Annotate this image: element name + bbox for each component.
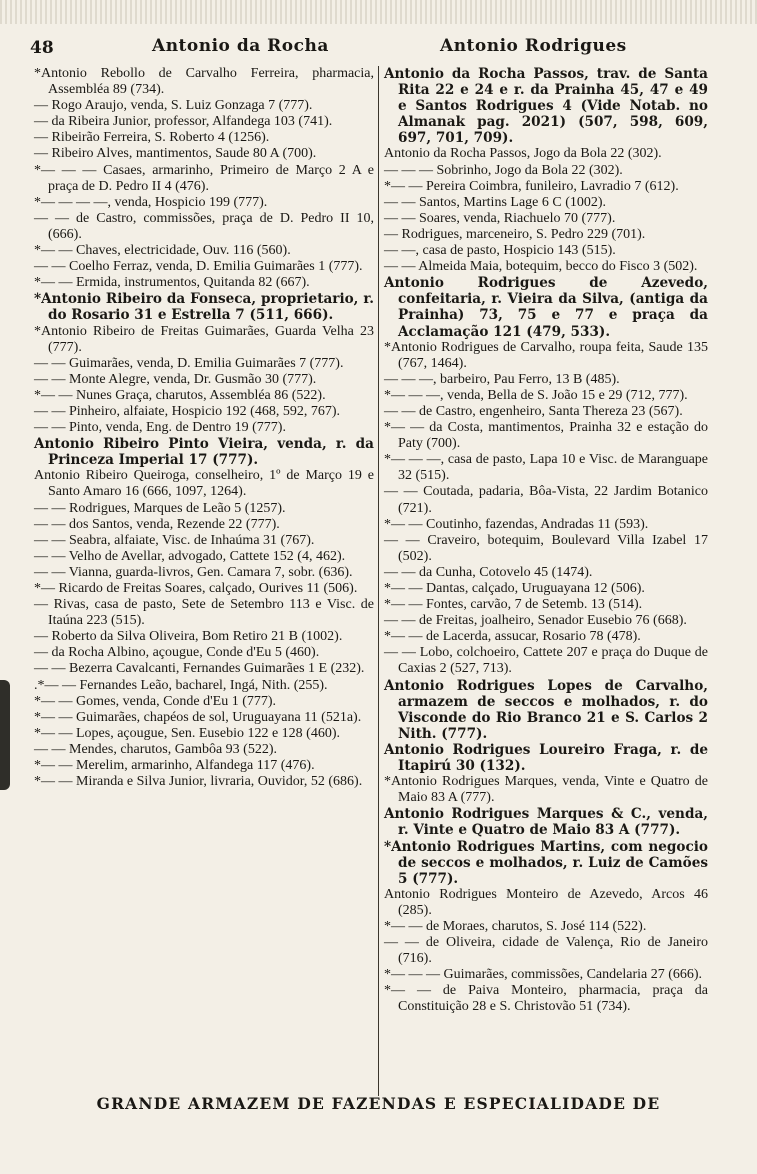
directory-entry: — — dos Santos, venda, Rezende 22 (777). [34,516,280,532]
directory-entry: — Rogo Araujo, venda, S. Luiz Gonzaga 7 (777). [34,98,313,114]
directory-entry: — — da Cunha, Cotovelo 45 (1474). [384,564,593,580]
directory-entry: — — de Freitas, joalheiro, Senador Eusebio 76 (668). [384,613,687,629]
directory-entry: *Antonio Rodrigues Martins, com negocio de seccos e molhados, r. Luiz de Camões 5 (777). [384,838,708,887]
directory-entry: *— — Fontes, carvão, 7 de Setemb. 13 (514). [384,597,643,613]
directory-entry: *— — —, casa de pasto, Lapa 10 e Visc. de Maranguape 32 (515). [384,452,708,484]
directory-entry: Antonio Rodrigues Marques & C., venda, r. Vinte e Quatro de Maio 83 A (777). [384,806,708,839]
directory-entry: *— — Pereira Coimbra, funileiro, Lavradio 7 (612). [384,178,679,194]
running-header [0,34,757,60]
directory-entry: *— — da Costa, mantimentos, Prainha 32 e estação do Paty (700). [384,420,708,452]
directory-entry: *— — — Casaes, armarinho, Primeiro de Março 2 A e praça de D. Pedro II 4 (476). [34,162,374,194]
footer-advertisement: GRANDE ARMAZEM DE FAZENDAS E ESPECIALIDADE DE [96,1094,661,1113]
directory-entry: *— — —, venda, Bella de S. João 15 e 29 (712, 777). [384,387,688,403]
directory-entry: — — Coelho Ferraz, venda, D. Emilia Guimarães 1 (777). [34,259,363,275]
directory-entry: *— — — —, venda, Hospicio 199 (777). [34,194,268,210]
directory-entry: — — Lobo, colchoeiro, Cattete 207 e praça do Duque de Caxias 2 (527, 713). [384,645,708,677]
directory-entry: — — de Castro, commissões, praça de D. Pedro II 10, (666). [34,210,374,242]
directory-entry: *Antonio Ribeiro da Fonseca, proprietario, r. do Rosario 31 e Estrella 7 (511, 666). [34,291,374,324]
directory-entry: *— — Miranda e Silva Junior, livraria, Ouvidor, 52 (686). [34,774,363,790]
directory-entry: *— — Merelim, armarinho, Alfandega 117 (476). [34,758,315,774]
directory-entry: .*— — Fernandes Leão, bacharel, Ingá, Nith. (255). [34,677,328,693]
directory-entry: — — Santos, Martins Lage 6 C (1002). [384,194,607,210]
directory-entry: — — Bezerra Cavalcanti, Fernandes Guimarães 1 E (232). [34,661,365,677]
directory-entry: *— — Dantas, calçado, Uruguayana 12 (506). [384,581,645,596]
directory-entry: — — — Sobrinho, Jogo da Bola 22 (302). [384,162,623,178]
directory-entry: — Rivas, casa de pasto, Sete de Setembro 113 e Visc. de Itaúna 223 (515). [34,597,374,629]
directory-entry: — — Vianna, guarda-livros, Gen. Camara 7, sobr. (636). [34,564,353,580]
left-column [34,66,374,790]
page-number: 48 [30,38,54,58]
column-divider [378,66,379,1096]
page-top-edge [0,0,757,24]
margin-mark [0,680,10,790]
directory-entry: — Ribeirão Ferreira, S. Roberto 4 (1256). [34,130,270,146]
directory-entry: Antonio Rodrigues de Azevedo, confeitaria, r. Vieira da Silva, (antiga da Prainha) 73, 75 e 77 e praça da Acclamação 121 (479, 533). [384,275,708,340]
right-column [384,66,708,1016]
directory-entry: — — —, barbeiro, Pau Ferro, 13 B (485). [384,371,620,387]
directory-entry: Antonio Rodrigues Monteiro de Azevedo, Arcos 46 (285). [384,886,708,918]
directory-entry: *— Ricardo de Freitas Soares, calçado, Ourives 11 (506). [34,581,358,596]
directory-entry: — —, casa de pasto, Hospicio 143 (515). [384,243,616,259]
directory-entry: *— — Coutinho, fazendas, Andradas 11 (593). [384,516,649,532]
directory-entry: *— — de Lacerda, assucar, Rosario 78 (478). [384,629,641,645]
directory-entry: *— — — Guimarães, commissões, Candelaria 27 (666). [384,967,703,983]
directory-entry: — — Seabra, alfaiate, Visc. de Inhaúma 31 (767). [34,532,315,548]
directory-entry: *— — Ermida, instrumentos, Quitanda 82 (667). [34,275,310,291]
directory-entry: — Roberto da Silva Oliveira, Bom Retiro 21 B (1002). [34,629,343,645]
directory-entry: *Antonio Rebollo de Carvalho Ferreira, pharmacia, Assembléa 89 (734). [34,66,374,98]
directory-entry: — — de Castro, engenheiro, Santa Thereza 23 (567). [384,403,683,419]
directory-entry: — — Soares, venda, Riachuelo 70 (777). [384,210,616,226]
directory-entry: *— — Chaves, electricidade, Ouv. 116 (560). [34,243,291,259]
directory-entry: *— — de Moraes, charutos, S. José 114 (522). [384,918,647,934]
directory-entry: — — Coutada, padaria, Bôa-Vista, 22 Jardim Botanico (721). [384,484,708,516]
directory-entry: *— — Gomes, venda, Conde d'Eu 1 (777). [34,693,277,709]
directory-entry: Antonio Rodrigues Lopes de Carvalho, armazem de seccos e molhados, r. do Visconde do Rio Branco 21 e S. Carlos 2 Nith. (777). [384,677,708,742]
directory-entry: *Antonio Rodrigues de Carvalho, roupa feita, Saude 135 (767, 1464). [384,339,708,371]
directory-entry: — — Rodrigues, Marques de Leão 5 (1257). [34,500,286,516]
directory-entry: — da Rocha Albino, açougue, Conde d'Eu 5 (460). [34,645,320,661]
directory-entry: *— — de Paiva Monteiro, pharmacia, praça da Constituição 28 e S. Christovão 51 (734). [384,983,708,1015]
directory-entry: *Antonio Rodrigues Marques, venda, Vinte e Quatro de Maio 83 A (777). [384,774,708,806]
directory-entry: *Antonio Ribeiro de Freitas Guimarães, Guarda Velha 23 (777). [34,323,374,355]
directory-entry: — — Velho de Avellar, advogado, Cattete 152 (4, 462). [34,548,346,564]
directory-entry: — — Mendes, charutos, Gambôa 93 (522). [34,741,278,757]
directory-entry: *— — Guimarães, chapéos de sol, Uruguayana 11 (521a). [34,709,362,725]
directory-entry: — — de Oliveira, cidade de Valença, Rio de Janeiro (716). [384,935,708,967]
directory-entry: *— — Nunes Graça, charutos, Assembléa 86 (522). [34,387,326,403]
directory-entry: — da Ribeira Junior, professor, Alfandega 103 (741). [34,114,333,130]
directory-entry: Antonio Rodrigues Loureiro Fraga, r. de Itapirú 30 (132). [384,741,708,775]
directory-entry: Antonio Ribeiro Queiroga, conselheiro, 1º de Março 19 e Santo Amaro 16 (666, 1097, 1264). [34,468,374,500]
directory-entry: — Rodrigues, marceneiro, S. Pedro 229 (701). [384,226,646,242]
right-running-title: Antonio Rodrigues [440,36,627,56]
directory-entry: Antonio da Rocha Passos, trav. de Santa Rita 22 e 24 e r. da Prainha 45, 47 e 49 e Santos Rodrigues 4 (Vide Notab. no Almanak pag. 2021) (507, 598, 609, 697, 701, 709). [384,66,708,147]
directory-entry: Antonio da Rocha Passos, Jogo da Bola 22 (302). [384,146,662,162]
directory-entry: — Ribeiro Alves, mantimentos, Saude 80 A (700). [34,146,317,162]
directory-entry: — — Pinto, venda, Eng. de Dentro 19 (777). [34,420,286,436]
directory-entry: — — Guimarães, venda, D. Emilia Guimarães 7 (777). [34,355,344,371]
directory-entry: — — Almeida Maia, botequim, becco do Fisco 3 (502). [384,259,698,275]
left-running-title: Antonio da Rocha [152,36,329,56]
directory-entry: *— — Lopes, açougue, Sen. Eusebio 122 e 128 (460). [34,725,340,741]
directory-entry: — — Monte Alegre, venda, Dr. Gusmão 30 (777). [34,371,317,387]
directory-entry: — — Craveiro, botequim, Boulevard Villa Izabel 17 (502). [384,532,708,564]
directory-entry: Antonio Ribeiro Pinto Vieira, venda, r. da Princeza Imperial 17 (777). [34,436,374,469]
directory-entry: — — Pinheiro, alfaiate, Hospicio 192 (468, 592, 767). [34,403,341,419]
